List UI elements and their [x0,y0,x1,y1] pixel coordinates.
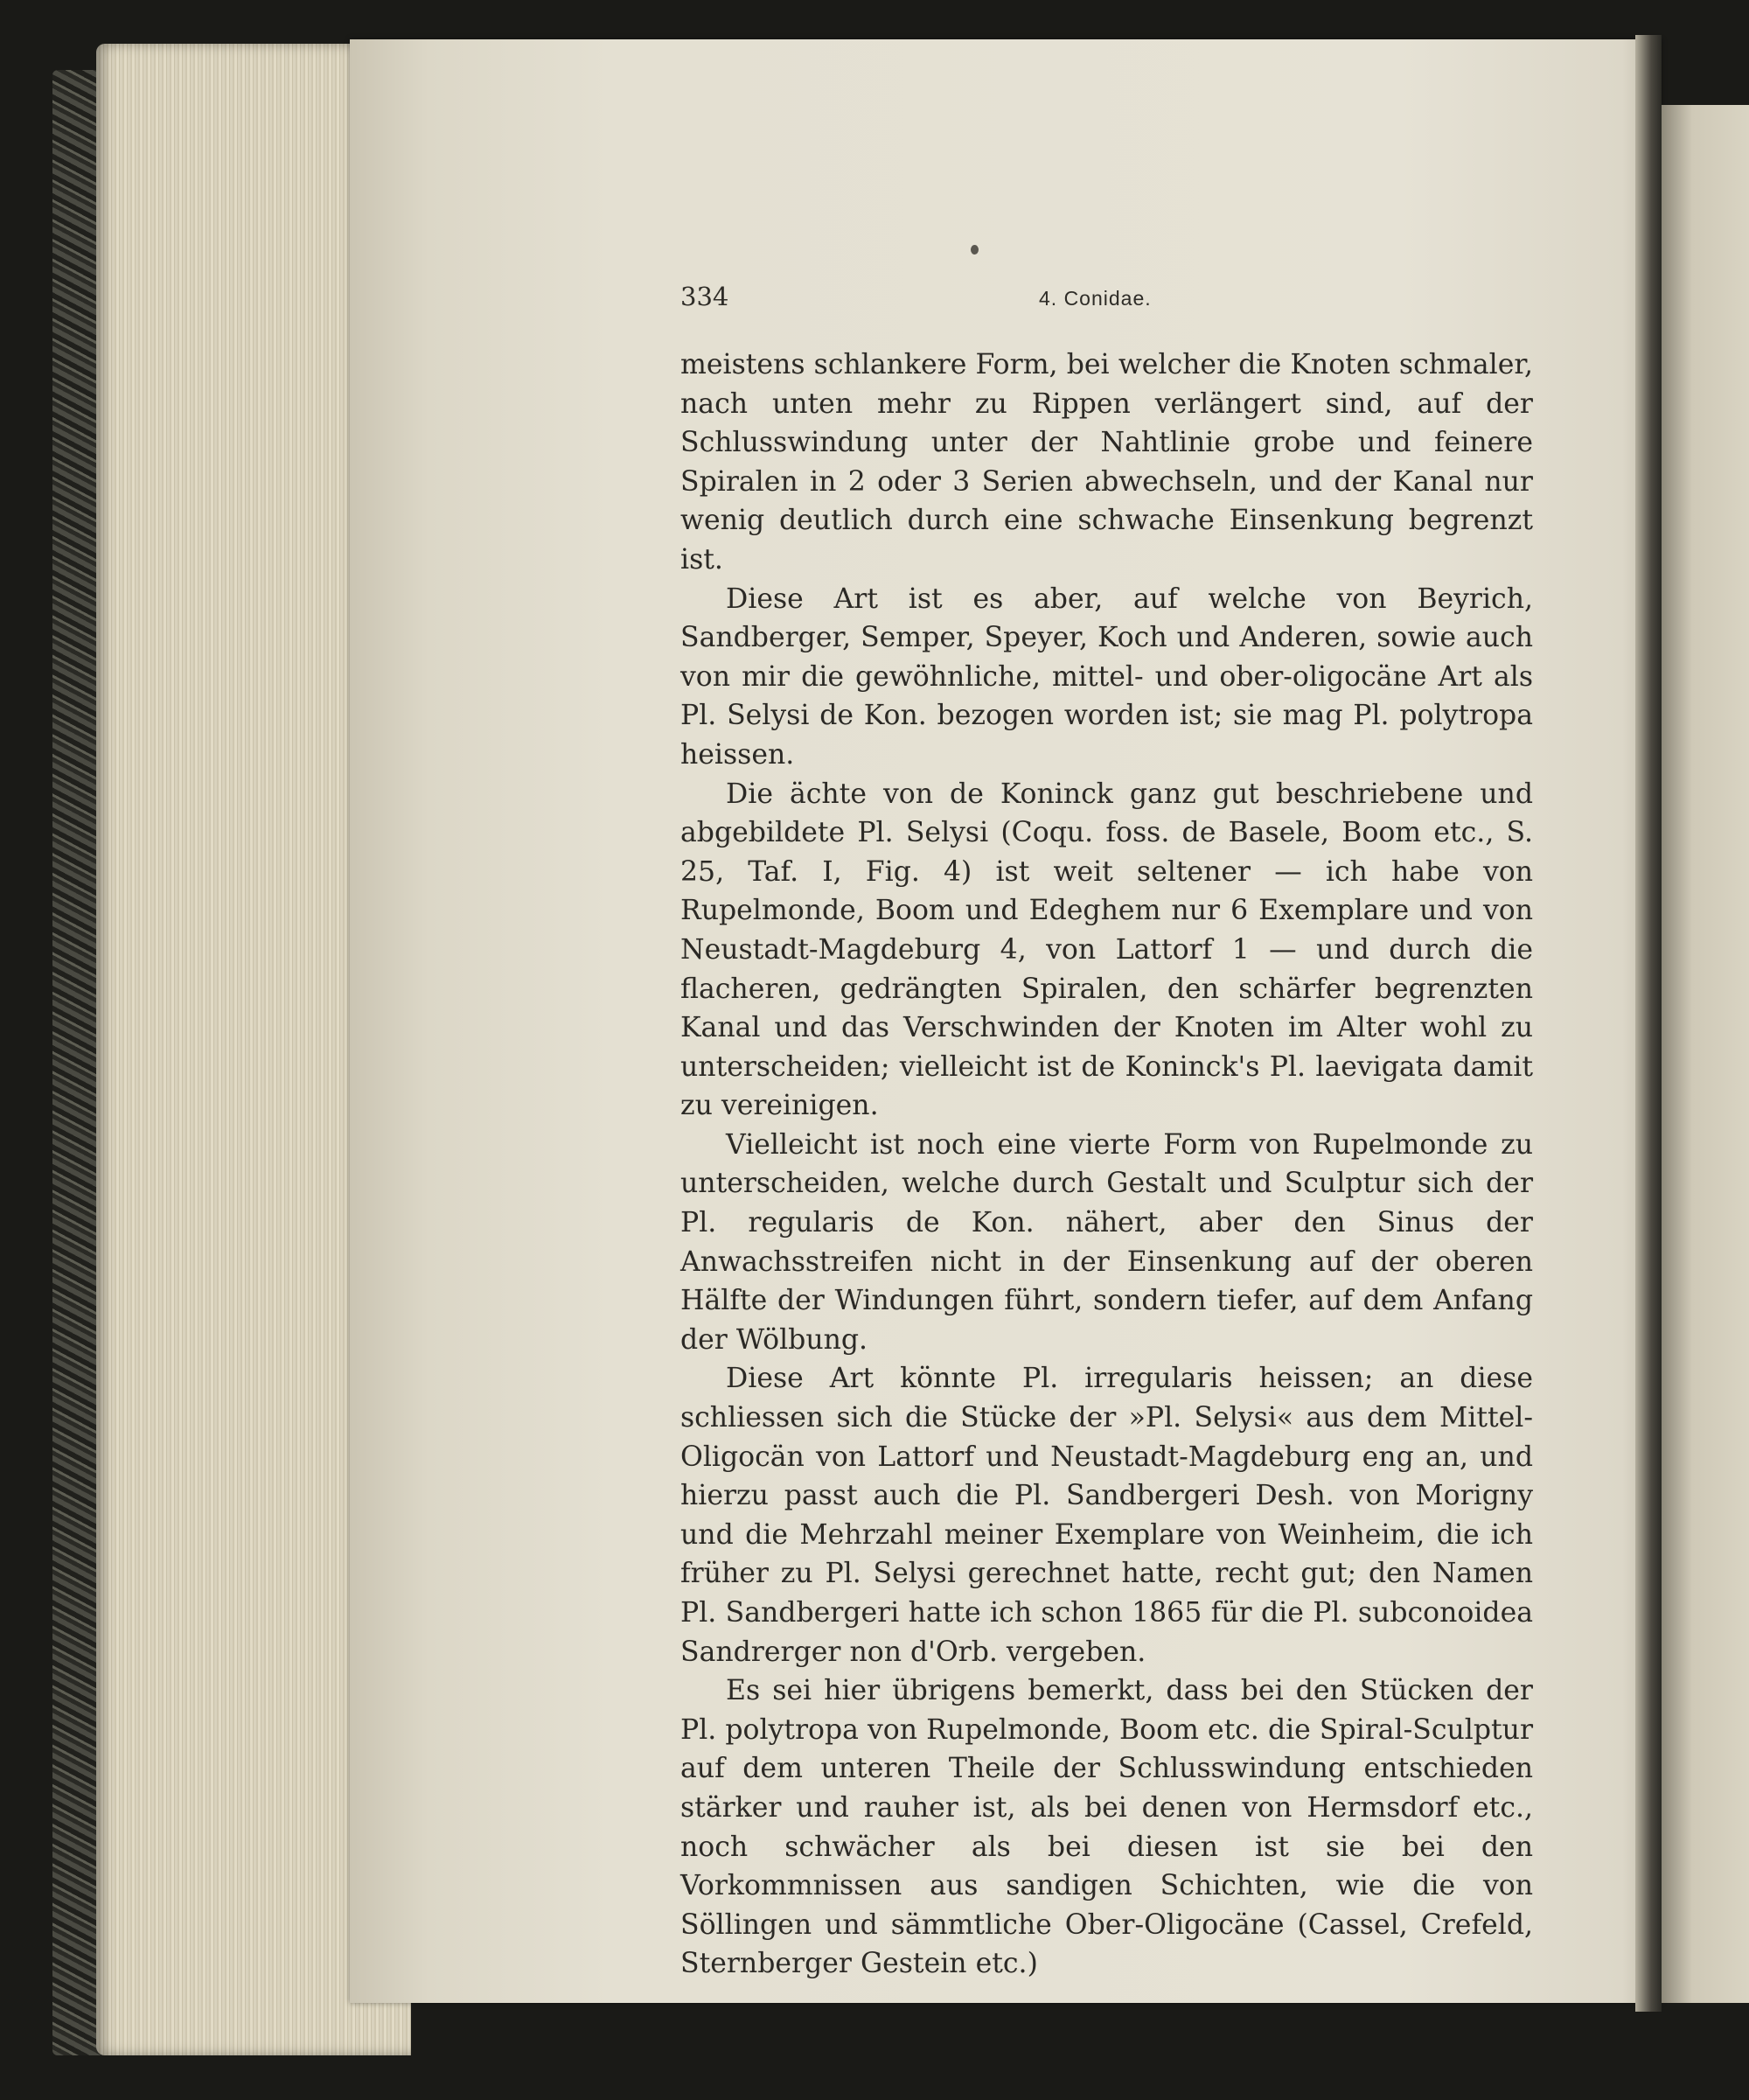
paragraph-3: Die ächte von de Koninck ganz gut beschriebene und abgebildete Pl. Selysi (Coqu. foss. de Basele, Boom etc., S. 25, Taf. I, Fig. 4) ist weit seltener — ich habe von Rupelmonde, Boom und Edeghem nur 6 Exemplare und von Neustadt-Magdeburg 4, von Lattorf 1 — und durch die flacheren, gedrängten Spiralen, den schärfer begrenzten Kanal und das Verschwinden der Knoten im Alter wohl zu unterscheiden; vielleicht ist de Koninck's Pl. laevigata damit zu vereinigen. [680,778,1533,1122]
paragraph-1: meistens schlankere Form, bei welcher die Knoten schmaler, nach unten mehr zu Rippen verlängert sind, auf der Schlusswindung unter der Nahtlinie grobe und feinere Spiralen in 2 oder 3 Serien abwechseln, und der Kanal nur wenig deutlich durch eine schwache Einsenkung begrenzt ist. [680,349,1533,576]
facing-page-edge [1662,105,1749,2003]
book-gutter [1635,35,1662,2012]
body-text [680,345,1533,1984]
ink-speck [971,245,979,255]
paragraph-6: Es sei hier übrigens bemerkt, dass bei den Stücken der Pl. polytropa von Rupelmonde, Boom etc. die Spiral-Sculptur auf dem unteren Theile der Schlusswindung entschieden stärker und rauher ist, als bei denen von Hermsdorf etc., noch schwächer als bei diesen ist sie bei den Vorkommnissen aus sandigen Schichten, wie die von Söllingen und sämmtliche Ober-Oligocäne (Cassel, Crefeld, Sternberger Gestein etc.) [680,1675,1533,1980]
page-number: 334 [680,282,729,311]
paragraph-2: Diese Art ist es aber, auf welche von Beyrich, Sandberger, Semper, Speyer, Koch und Anderen, sowie auch von mir die gewöhnliche, mittel- und ober-oligocäne Art als Pl. Selysi de Kon. bezogen worden ist; sie mag Pl. polytropa heissen. [680,583,1533,771]
paragraph-5: Diese Art könnte Pl. irregularis heissen; an diese schliessen sich die Stücke der »Pl. Selysi« aus dem Mittel-Oligocän von Lattorf und Neustadt-Magdeburg eng an, und hierzu passt auch die Pl. Sandbergeri Desh. von Morigny und die Mehrzahl meiner Exemplare von Weinheim, die ich früher zu Pl. Selysi gerechnet hatte, recht gut; den Namen Pl. Sandbergeri hatte ich schon 1865 für die Pl. subconoidea Sandrerger non d'Orb. vergeben. [680,1363,1533,1668]
running-head: 4. Conidae. [1039,287,1152,310]
paragraph-4: Vielleicht ist noch eine vierte Form von Rupelmonde zu unterscheiden, welche durch Gestalt und Sculptur sich der Pl. regularis de Kon. nähert, aber den Sinus der Anwachsstreifen nicht in der Einsenkung auf der oberen Hälfte der Windungen führt, sondern tiefer, auf dem Anfang der Wölbung. [680,1128,1533,1356]
page-header [680,282,1170,325]
